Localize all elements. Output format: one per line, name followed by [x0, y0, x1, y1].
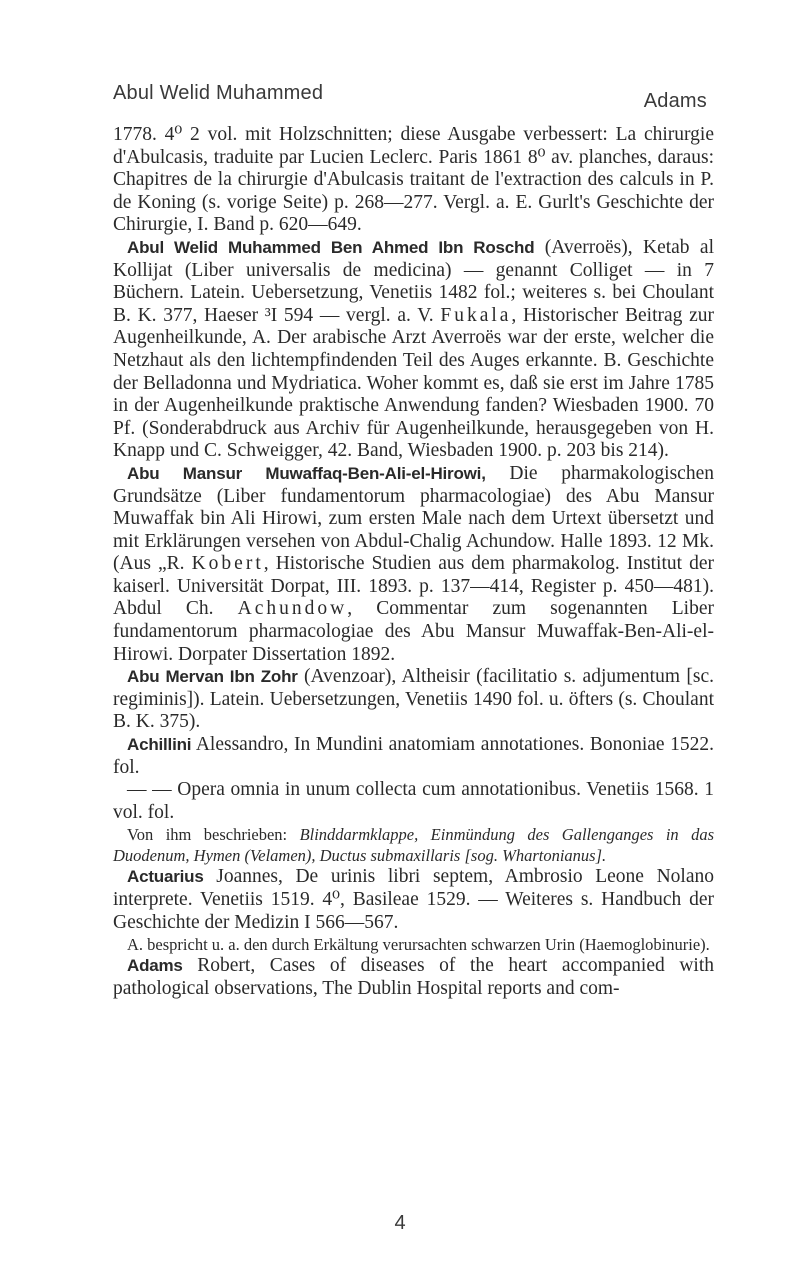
main-text	[113, 124, 714, 1000]
running-head	[113, 82, 707, 112]
entry-author-spaced: Fukala	[440, 304, 512, 326]
entry-continuation	[113, 124, 714, 237]
entry-avenzoar	[113, 666, 714, 734]
entry-text: Robert, Cases of diseases of the heart accompanied with pathological observations, The Dublin Hospital reports and com-	[113, 955, 714, 999]
entry-text: (Avenzoar), Altheisir (facilitatio s. adjumentum [sc. regiminis]). Latein. Uebersetzungen, Venetiis 1490 fol. u. öfters (s. Choulant B. K. 375).	[113, 666, 714, 733]
entry-abu-mansur	[113, 463, 714, 666]
running-head-right: Adams	[643, 90, 707, 112]
entry-text: , Historische Studien aus dem pharmakolog. Institut der kaiserl. Universität Dorpat, III. 1893. p. 137—414, Register p. 450—481). Abdul Ch.	[113, 553, 714, 620]
note-italic-text: Blinddarmklappe, Einmündung des Gallenganges in das Duodenum, Hymen (Velamen), Ductus submaxillaris [sog. Whartonianus].	[113, 825, 715, 866]
entry-achillini-opera	[113, 779, 714, 824]
entry-note-actuarius	[113, 934, 714, 955]
note-text: A. bespricht u. a. den durch Erkältung verursachten schwarzen Urin (Haemoglobinurie).	[127, 935, 710, 955]
note-text: Von ihm beschrieben:	[127, 825, 300, 845]
entry-text: — — Opera omnia in unum collecta cum annotationibus. Venetiis 1568. 1 vol. fol.	[113, 779, 714, 823]
running-head-left: Abul Welid Muhammed	[113, 82, 324, 104]
entry-text: (Averroës), Ketab al Kollijat (Liber universalis de medicina) — genannt Colliget — in 7 Büchern. Latein. Uebersetzung, Venetiis 1482 fol.; weiteres s. bei Choulant B. K. 377, Haeser ³I 594 — vergl. a. V.	[113, 236, 714, 326]
entry-lemma: Abu Mervan Ibn Zohr	[127, 667, 298, 687]
entry-text: Joannes, De urinis libri septem, Ambrosio Leone Nolano interprete. Venetiis 1519. 4⁰, Basileae 1529. — Weiteres s. Handbuch der Geschichte der Medizin I 566—567.	[113, 866, 714, 933]
entry-text: , Commentar zum sogenannten Liber fundamentorum pharmacologiae des Abu Mansur Muwaffak-Ben-Ali-el-Hirowi. Dorpater Dissertation 1892.	[113, 598, 714, 665]
entry-actuarius	[113, 866, 714, 934]
entry-lemma: Adams	[127, 956, 183, 976]
entry-author-spaced: Achundow	[237, 598, 348, 620]
entry-text: Alessandro, In Mundini anatomiam annotationes. Bononiae 1522. fol.	[113, 734, 714, 778]
entry-adams	[113, 955, 714, 1000]
entry-averroes	[113, 237, 714, 463]
entry-lemma: Abu Mansur Muwaffaq-Ben-Ali-el-Hirowi,	[127, 463, 486, 483]
entry-achillini	[113, 734, 714, 779]
entry-text: Die pharmakologischen Grundsätze (Liber fundamentorum pharmacologiae) des Abu Mansur Muwaffak bin Ali Hirowi, zum ersten Male nach dem Urtext übersetzt und mit Erklärungen versehen von Abdul-Chalig Achundow. Halle 1893. 12 Mk. (Aus „R.	[113, 462, 714, 575]
entry-lemma: Abul Welid Muhammed Ben Ahmed Ibn Roschd	[127, 237, 535, 257]
entry-text: 1778. 4⁰ 2 vol. mit Holzschnitten; diese Ausgabe verbessert: La chirurgie d'Abulcasis, traduite par Lucien Leclerc. Paris 1861 8⁰ av. planches, daraus: Chapitres de la chirurgie d'Abulcasis traitant de l'extraction des calculs in P. de Koning (s. vorige Seite) p. 268—277. Vergl. a. E. Gurlt's Geschichte der Chirurgie, I. Band p. 620—649.	[113, 124, 714, 236]
entry-note-achillini	[113, 824, 714, 866]
page-number: 4	[394, 1212, 406, 1234]
entry-text: , Historischer Beitrag zur Augenheilkunde, A. Der arabische Arzt Averroës war der erste, welcher die Netzhaut als den lichtempfindenden Teil des Auges erkannte. B. Geschichte der Belladonna und Mydriatica. Woher kommt es, daß sie erst im Jahre 1785 in der Augenheilkunde praktische Anwendung fanden? Wiesbaden 1900. 70 Pf. (Sonderabdruck aus Archiv für Augenheilkunde, herausgegeben von H. Knapp und C. Schweigger, 42. Band, Wiesbaden 1900. p. 203 bis 214).	[113, 304, 714, 462]
entry-lemma: Actuarius	[127, 867, 204, 887]
entry-lemma: Achillini	[127, 735, 192, 755]
entry-author-spaced: Kobert	[191, 553, 264, 575]
